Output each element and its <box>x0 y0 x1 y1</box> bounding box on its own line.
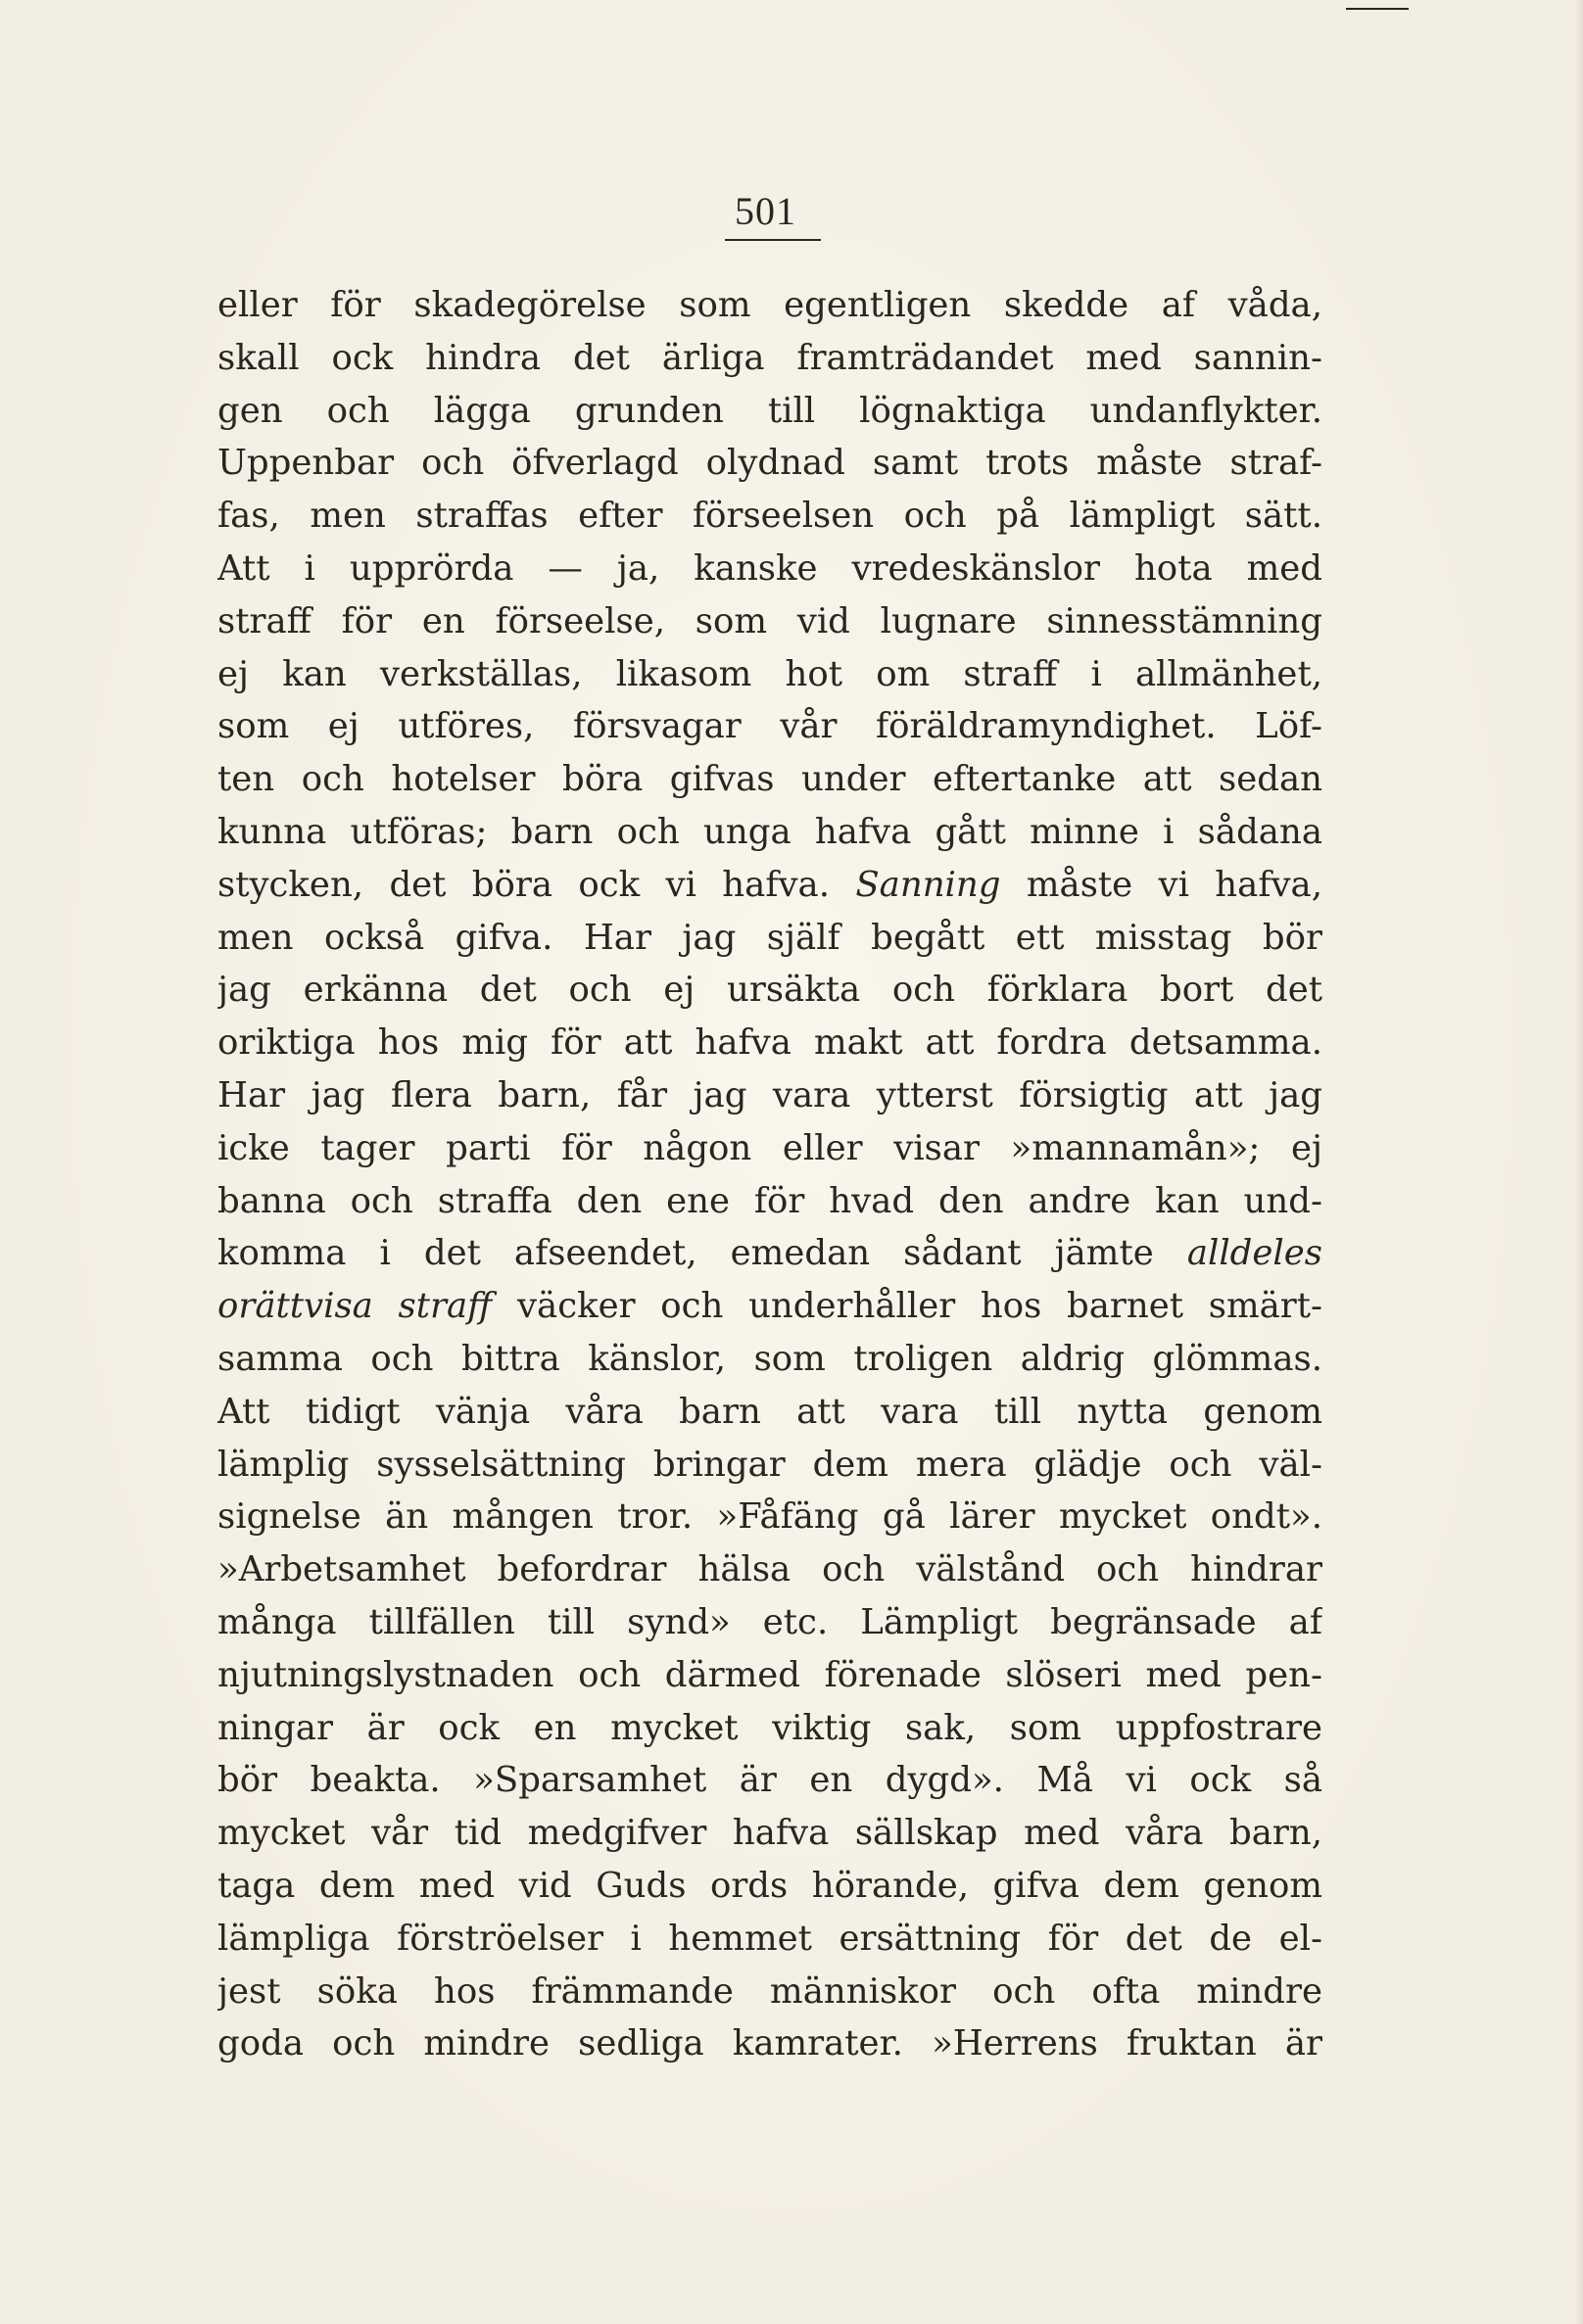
text-segment: lämpliga förströelser i hemmet ersättning för det de el- <box>217 1918 1322 1959</box>
text-segment: ej kan verkställas, likasom hot om straff i allmänhet, <box>217 653 1322 694</box>
page-number: 501 <box>735 189 796 233</box>
text-line <box>217 1913 1322 1966</box>
text-segment: skall ock hindra det ärliga framträdandet med sannin- <box>217 337 1322 378</box>
text-line <box>217 912 1322 965</box>
text-line <box>217 1386 1322 1439</box>
text-segment: men också gifva. Har jag själf begått ett misstag bör <box>217 917 1322 958</box>
text-line <box>217 332 1322 385</box>
text-segment: ten och hotelser böra gifvas under eftertanke att sedan <box>217 759 1322 800</box>
italic-text-segment: Sanning <box>855 864 1001 905</box>
text-segment: lämplig sysselsättning bringar dem mera glädje och väl- <box>217 1444 1322 1485</box>
text-line <box>217 1333 1322 1386</box>
text-segment: bör beakta. »Sparsamhet är en dygd». Må vi ock så <box>217 1760 1322 1801</box>
text-segment: gen och lägga grunden till lögnaktiga undanflykter. <box>217 390 1322 431</box>
text-segment: »Arbetsamhet befordrar hälsa och välstånd och hindrar <box>217 1549 1322 1590</box>
text-segment: fas, men straffas efter förseelsen och på lämpligt sätt. <box>217 496 1322 537</box>
text-line <box>217 543 1322 595</box>
text-segment: jag erkänna det och ej ursäkta och förklara bort det <box>217 970 1322 1011</box>
text-segment: taga dem med vid Guds ords hörande, gifva dem genom <box>217 1865 1322 1906</box>
text-line <box>217 1017 1322 1069</box>
text-segment: måste vi hafva, <box>1000 864 1322 905</box>
text-line <box>217 1122 1322 1175</box>
text-line <box>217 279 1322 332</box>
text-segment: straff för en förseelse, som vid lugnare sinnesstämning <box>217 600 1322 641</box>
text-segment: eller för skadegörelse som egentligen skedde af våda, <box>217 285 1322 325</box>
text-segment: Att tidigt vänja våra barn att vara till nytta genom <box>217 1391 1322 1432</box>
text-line <box>217 1649 1322 1702</box>
text-line <box>217 2017 1322 2070</box>
text-segment: oriktiga hos mig för att hafva makt att fordra detsamma. <box>217 1022 1322 1064</box>
text-line <box>217 1175 1322 1228</box>
text-line <box>217 700 1322 753</box>
text-line <box>217 859 1322 912</box>
text-segment: Uppenbar och öfverlagd olydnad samt trots måste straf- <box>217 443 1322 484</box>
text-segment: banna och straffa den ene för hvad den andre kan und- <box>217 1180 1322 1221</box>
text-line <box>217 1807 1322 1860</box>
page-number-underline <box>725 239 821 241</box>
text-line <box>217 1596 1322 1649</box>
text-segment: goda och mindre sedliga kamrater. »Herrens fruktan är <box>217 2023 1322 2064</box>
text-line <box>217 1491 1322 1543</box>
body-text <box>217 279 1322 2070</box>
text-line <box>217 753 1322 806</box>
text-segment: kunna utföras; barn och unga hafva gått minne i sådana <box>217 811 1322 852</box>
text-line <box>217 1966 1322 2018</box>
text-line <box>217 1069 1322 1122</box>
text-line <box>217 964 1322 1017</box>
text-line <box>217 1543 1322 1596</box>
text-segment: jest söka hos främmande människor och ofta mindre <box>217 1970 1322 2012</box>
text-segment: ningar är ock en mycket viktig sak, som uppfostrare <box>217 1707 1322 1748</box>
text-line <box>217 1280 1322 1333</box>
text-segment: signelse än mången tror. »Fåfäng gå lärer mycket ondt». <box>217 1496 1322 1538</box>
text-line <box>217 1227 1322 1280</box>
text-line <box>217 1754 1322 1807</box>
text-segment: väcker och underhåller hos barnet smärt- <box>492 1286 1322 1327</box>
text-segment: stycken, det böra ock vi hafva. <box>217 864 856 905</box>
text-line <box>217 1439 1322 1492</box>
text-line <box>217 648 1322 701</box>
text-line <box>217 1860 1322 1913</box>
text-line <box>217 806 1322 859</box>
text-segment: njutningslystnaden och därmed förenade slöseri med pen- <box>217 1654 1322 1695</box>
text-segment: samma och bittra känslor, som troligen aldrig glömmas. <box>217 1338 1322 1379</box>
text-segment: mycket vår tid medgifver hafva sällskap med våra barn, <box>217 1813 1322 1854</box>
text-segment: många tillfällen till synd» etc. Lämpligt begränsade af <box>217 1601 1322 1642</box>
text-line <box>217 490 1322 543</box>
text-line <box>217 385 1322 438</box>
top-edge-rule <box>1346 8 1409 10</box>
text-segment: Att i upprörda — ja, kanske vredeskänslor hota med <box>217 547 1322 589</box>
text-segment: Har jag flera barn, får jag vara ytterst försigtig att jag <box>217 1074 1322 1115</box>
text-line <box>217 595 1322 648</box>
text-line <box>217 437 1322 490</box>
text-line <box>217 1702 1322 1755</box>
text-segment: icke tager parti för någon eller visar »mannamån»; ej <box>217 1127 1322 1168</box>
text-segment: komma i det afseendet, emedan sådant jämte <box>217 1233 1187 1274</box>
italic-text-segment: orättvisa straff <box>217 1286 493 1327</box>
italic-text-segment: alldeles <box>1186 1233 1322 1274</box>
text-segment: som ej utföres, försvagar vår föräldramyndighet. Löf- <box>217 706 1322 747</box>
